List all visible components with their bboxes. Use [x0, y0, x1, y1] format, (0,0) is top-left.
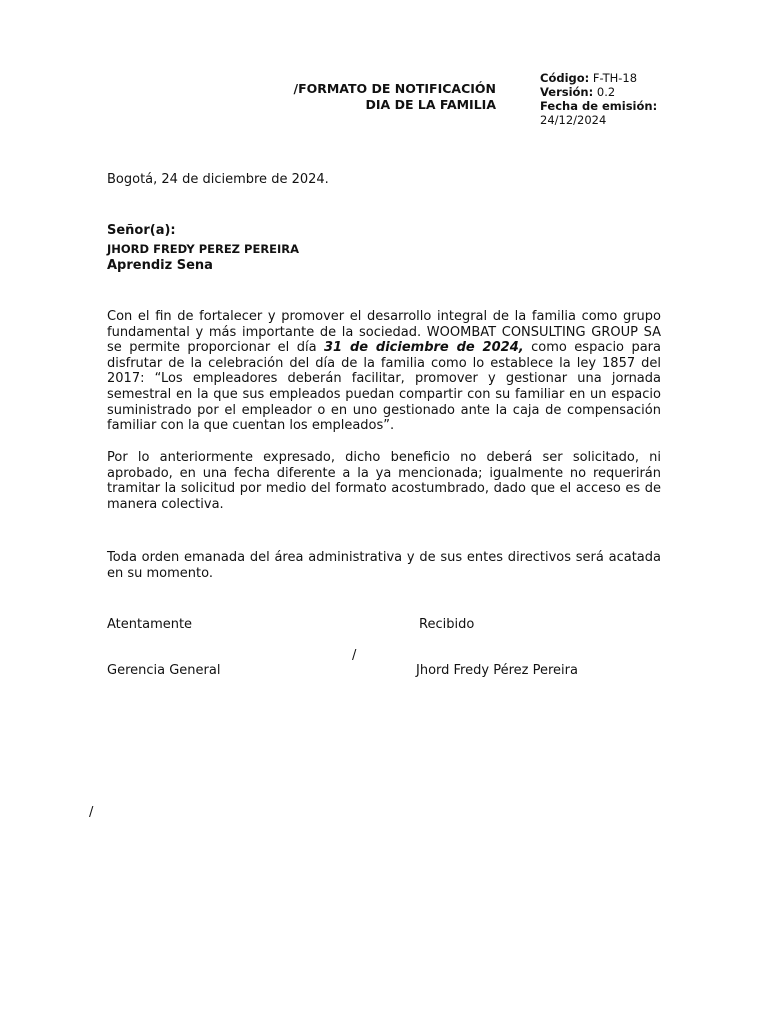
- document-code: [540, 71, 637, 85]
- closing-label: Atentamente: [107, 617, 193, 632]
- document-version: [540, 85, 615, 99]
- document-title-line2: DIA DE LA FAMILIA: [365, 97, 496, 112]
- document-title-line1: /FORMATO DE NOTIFICACIÓN: [293, 81, 496, 96]
- version-value: 0.2: [596, 85, 616, 99]
- paragraph-2: Por lo anteriormente expresado, dicho beneficio no deberá ser solicitado, ni aprobado, en una fecha diferente a la ya mencionada; igualmente no requerirán tramitar la solicitud por medio del formato acostumbrado, dado que el acceso es de manera colectiva.: [107, 450, 661, 512]
- salutation: Señor(a):: [107, 223, 176, 238]
- paragraph-1-end: como espacio para disfrutar de la celebración del día de la familia como lo establece la ley 1857 del 2017: “Los empleadores deberán facilitar, promover y gestionar una jornada semestral en la que sus empleados puedan compartir con su familiar en un espacio suministrado por el empleador o en uno gestionado ante la caja de compensación familiar con la que cuentan los empleados”.: [107, 340, 661, 434]
- recipient-role: Aprendiz Sena: [107, 258, 213, 273]
- holiday-date-emphasis: 31 de diciembre de 2024,: [324, 340, 524, 356]
- paragraph-1: [107, 309, 661, 434]
- signature-separator: /: [352, 648, 357, 663]
- sender-signer: Gerencia General: [107, 663, 221, 678]
- paragraph-1-start: Con el fin de fortalecer y promover el desarrollo integral de la familia como grupo fundamental y más importante de la sociedad. WOOMBAT CONSULTING GROUP SA se permite proporcionar el día: [107, 309, 661, 356]
- issue-date-value: 24/12/2024: [540, 113, 607, 127]
- received-label: Recibido: [419, 617, 475, 632]
- code-label: Código:: [540, 71, 590, 85]
- stray-slash-mark: /: [89, 805, 94, 820]
- place-date: Bogotá, 24 de diciembre de 2024.: [107, 172, 329, 187]
- paragraph-3: Toda orden emanada del área administrativa y de sus entes directivos será acatada en su momento.: [107, 550, 661, 581]
- issue-label-text: Fecha de emisión:: [540, 99, 658, 113]
- recipient-name: JHORD FREDY PEREZ PEREIRA: [107, 242, 300, 256]
- version-label: Versión:: [540, 85, 594, 99]
- code-value: F-TH-18: [592, 71, 638, 85]
- issue-date-label: [540, 99, 657, 113]
- recipient-signer: Jhord Fredy Pérez Pereira: [416, 663, 578, 678]
